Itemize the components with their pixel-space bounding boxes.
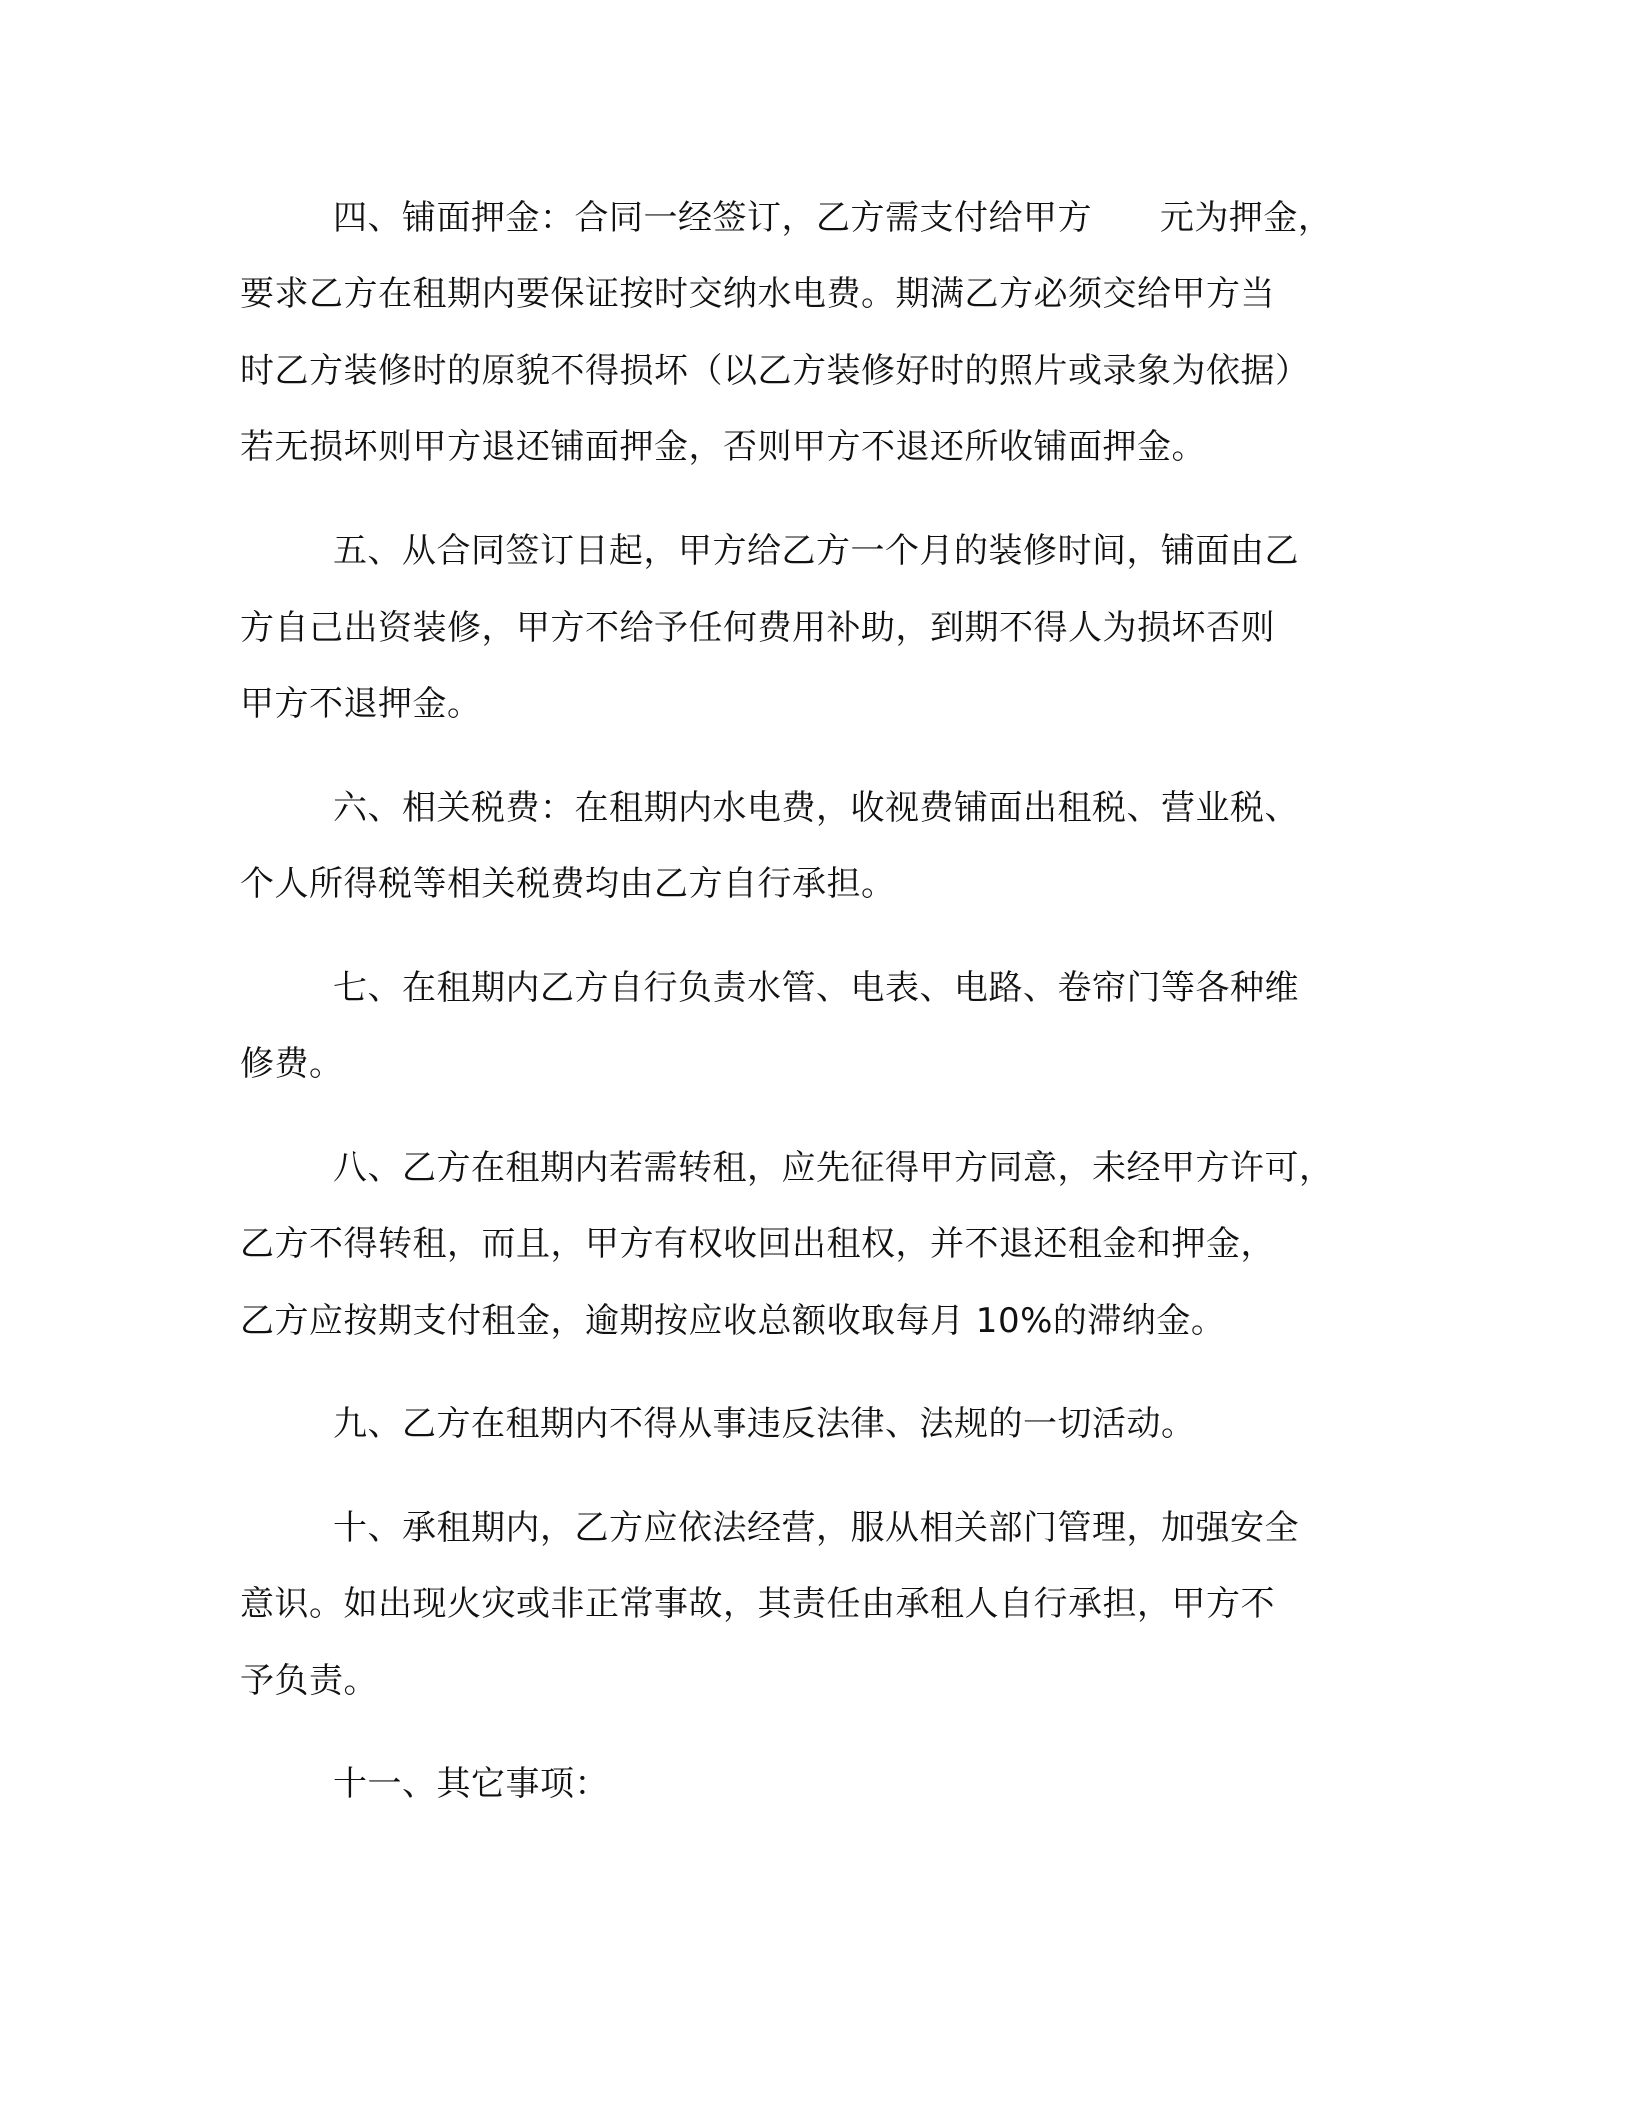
paragraph-6-line-1: 六、相关税费：在租期内水电费，收视费铺面出租税、营业税、: [333, 788, 1299, 828]
paragraph-5-line-3: 甲方不退押金。: [240, 684, 482, 724]
paragraph-5-line-2: 方自己出资装修，甲方不给予任何费用补助，到期不得人为损坏否则: [240, 608, 1275, 648]
paragraph-4-line-1: 四、铺面押金：合同一经签订，乙方需支付给甲方 元为押金，: [333, 198, 1333, 238]
paragraph-4-line-3: 时乙方装修时的原貌不得损坏（以乙方装修好时的照片或录象为依据）: [240, 351, 1310, 391]
paragraph-7-line-1: 七、在租期内乙方自行负责水管、电表、电路、卷帘门等各种维: [333, 968, 1299, 1008]
paragraph-10-line-3: 予负责。: [240, 1661, 378, 1701]
paragraph-4-line-2: 要求乙方在租期内要保证按时交纳水电费。期满乙方必须交给甲方当: [240, 274, 1275, 314]
paragraph-8-line-3: 乙方应按期支付租金，逾期按应收总额收取每月 10%的滞纳金。: [240, 1301, 1226, 1341]
paragraph-11-line-1: 十一、其它事项：: [333, 1764, 609, 1804]
paragraph-4-line-4: 若无损坏则甲方退还铺面押金，否则甲方不退还所收铺面押金。: [240, 427, 1206, 467]
paragraph-10-line-1: 十、承租期内，乙方应依法经营，服从相关部门管理，加强安全: [333, 1508, 1299, 1548]
paragraph-8-line-1: 八、乙方在租期内若需转租，应先征得甲方同意，未经甲方许可，: [333, 1148, 1334, 1188]
paragraph-5-line-1: 五、从合同签订日起，甲方给乙方一个月的装修时间，铺面由乙: [333, 531, 1299, 571]
paragraph-8-line-2: 乙方不得转租，而且，甲方有权收回出租权，并不退还租金和押金，: [240, 1224, 1275, 1264]
paragraph-6-line-2: 个人所得税等相关税费均由乙方自行承担。: [240, 864, 896, 904]
paragraph-7-line-2: 修费。: [240, 1044, 344, 1084]
paragraph-9-line-1: 九、乙方在租期内不得从事违反法律、法规的一切活动。: [333, 1404, 1196, 1444]
paragraph-10-line-2: 意识。如出现火灾或非正常事故，其责任由承租人自行承担，甲方不: [240, 1584, 1275, 1624]
